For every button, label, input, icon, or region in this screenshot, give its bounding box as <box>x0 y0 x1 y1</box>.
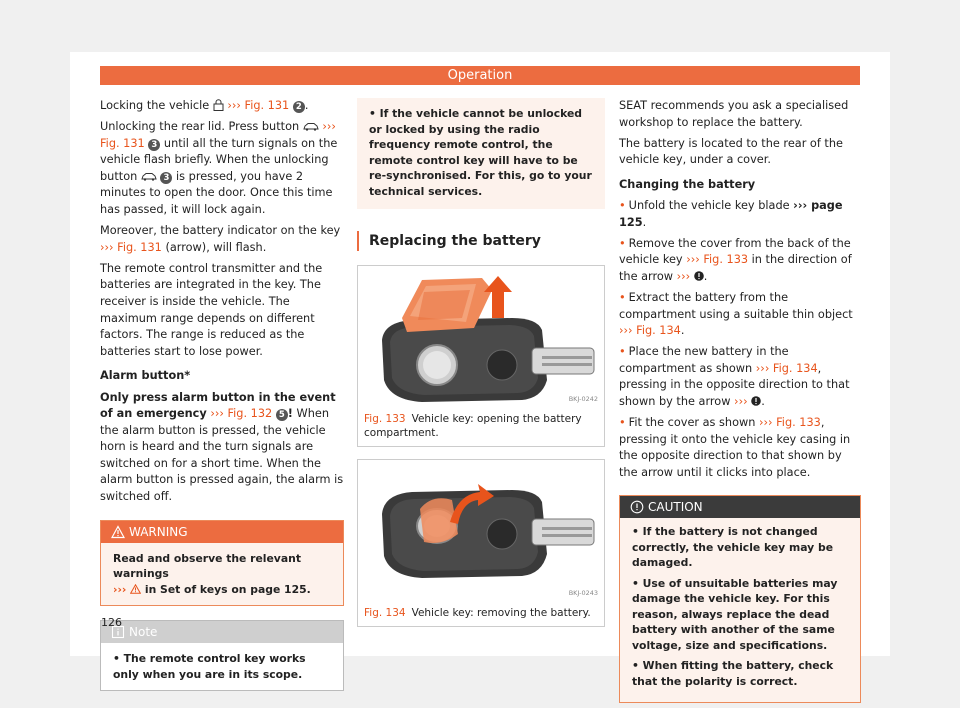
figure-133 <box>357 265 605 447</box>
lock-icon <box>213 99 224 111</box>
paragraph-alarm: Only press alarm button in the event of an emergency ››› Fig. 132 5 ! When the alarm button is pressed, the vehicle horn is heard and the turn signals are switched on for a short time. When the alarm button is pressed again, the alarm is switched off. <box>100 390 344 504</box>
fig-reference[interactable]: ››› Fig. 134 <box>755 361 818 375</box>
fig-reference[interactable]: ››› Fig. 132 <box>210 407 273 421</box>
note-header: Note <box>101 621 343 643</box>
note-body: • The remote control key works only when you are in its scope. <box>101 643 343 690</box>
caution-header: CAUTION <box>620 496 860 518</box>
step-unfold: • Unfold the vehicle key blade ››› page 125. <box>619 198 843 229</box>
page-number: 126 <box>101 616 122 629</box>
fig-reference[interactable]: ››› Fig. 133 <box>686 253 749 267</box>
warning-box <box>100 520 344 607</box>
key-remove-battery-image <box>362 464 600 602</box>
callout-number: 2 <box>293 101 305 113</box>
caution-circle-icon <box>694 271 704 281</box>
caution-circle-icon <box>751 396 761 406</box>
car-icon <box>303 122 319 131</box>
figure-caption: Fig. 134 Vehicle key: removing the battery. <box>364 607 591 619</box>
fig-reference[interactable]: ››› Fig. 131 <box>100 240 162 254</box>
figure-id: BKJ-0242 <box>568 395 598 404</box>
fig-reference[interactable]: ››› Fig. 131 <box>100 120 336 150</box>
paragraph-remote: The remote control transmitter and the batteries are integrated in the key. The receiver is inside the vehicle. The maximum range depends on different factors. The range is reduced as the batteries start to lose power. <box>100 261 323 358</box>
paragraph-unlocking: Unlocking the rear lid. Press button ››› Fig. 131 3 until all the turn signals on the vehicle flash briefly. When the unlocking button 3 is pressed, you have 2 minutes to open the door. Once this time has passed, it will lock again. <box>100 120 338 217</box>
column-middle <box>357 98 605 627</box>
step-remove-cover: • Remove the cover from the back of the vehicle key ››› Fig. 133 in the direction of the arrow ››› . <box>619 236 852 283</box>
paragraph-battery-indicator: Moreover, the battery indicator on the key ››› Fig. 131 (arrow), will flash. <box>100 224 341 254</box>
warning-triangle-icon <box>111 525 125 539</box>
paragraph-location: The battery is located to the rear of the vehicle key, under a cover. <box>619 136 843 167</box>
note-box <box>100 620 344 691</box>
warning-small-icon <box>130 584 141 594</box>
warning-header: WARNING <box>101 521 343 543</box>
column-right <box>619 98 861 703</box>
step-fit: • Fit the cover as shown ››› Fig. 133, pressing it onto the vehicle key casing in the opposite direction to that shown by the arrow until it clicks into place. <box>619 416 851 479</box>
column-left <box>100 98 344 691</box>
figure-caption: Fig. 133 Vehicle key: opening the battery compartment. <box>364 413 582 439</box>
section-title: Replacing the battery <box>357 231 605 251</box>
step-place: • Place the new battery in the compartment as shown ››› Fig. 134, pressing in the opposite direction to that shown by the arrow ››› . <box>619 345 850 408</box>
page-reference[interactable]: ››› page 125 <box>619 198 843 229</box>
warning-body: Read and observe the relevant warnings ››› in Set of keys on page 125. <box>113 551 311 596</box>
paragraph-locking: Locking the vehicle ››› Fig. 131 2 . <box>100 99 309 112</box>
step-extract: • Extract the battery from the compartment using a suitable thin object ››› Fig. 134. <box>619 290 853 338</box>
resync-note: • If the vehicle cannot be unlocked or locked by using the radio frequency remote control, the remote control key will have to be re-synchronised. For this, go to your technical services. <box>357 98 605 209</box>
callout-number: 5 <box>276 409 288 421</box>
paragraph-recommend: SEAT recommends you ask a specialised workshop to replace the battery. <box>619 99 849 129</box>
changing-title: Changing the battery <box>619 177 756 191</box>
car-icon <box>141 172 157 181</box>
callout-number: 3 <box>160 172 172 184</box>
key-open-cover-image <box>362 270 600 408</box>
caution-body: • If the battery is not changed correctly, the vehicle key may be damaged. • Use of unsuitable batteries may damage the vehicle key. For this reason, always replace the dead battery with another of the same voltage, size and specifications. • When fitting the battery, check that the polarity is correct. <box>632 525 838 688</box>
alarm-title: Alarm button* <box>100 369 191 383</box>
callout-number: 3 <box>148 139 160 151</box>
caution-box <box>619 495 861 703</box>
fig-reference[interactable]: ››› Fig. 131 <box>227 99 290 112</box>
page-header: Operation <box>100 66 860 85</box>
fig-reference[interactable]: ››› Fig. 133 <box>758 416 821 430</box>
caution-icon <box>630 500 644 514</box>
fig-reference[interactable]: ››› Fig. 134 <box>619 324 681 338</box>
figure-id: BKJ-0243 <box>568 589 598 598</box>
figure-134 <box>357 459 605 627</box>
